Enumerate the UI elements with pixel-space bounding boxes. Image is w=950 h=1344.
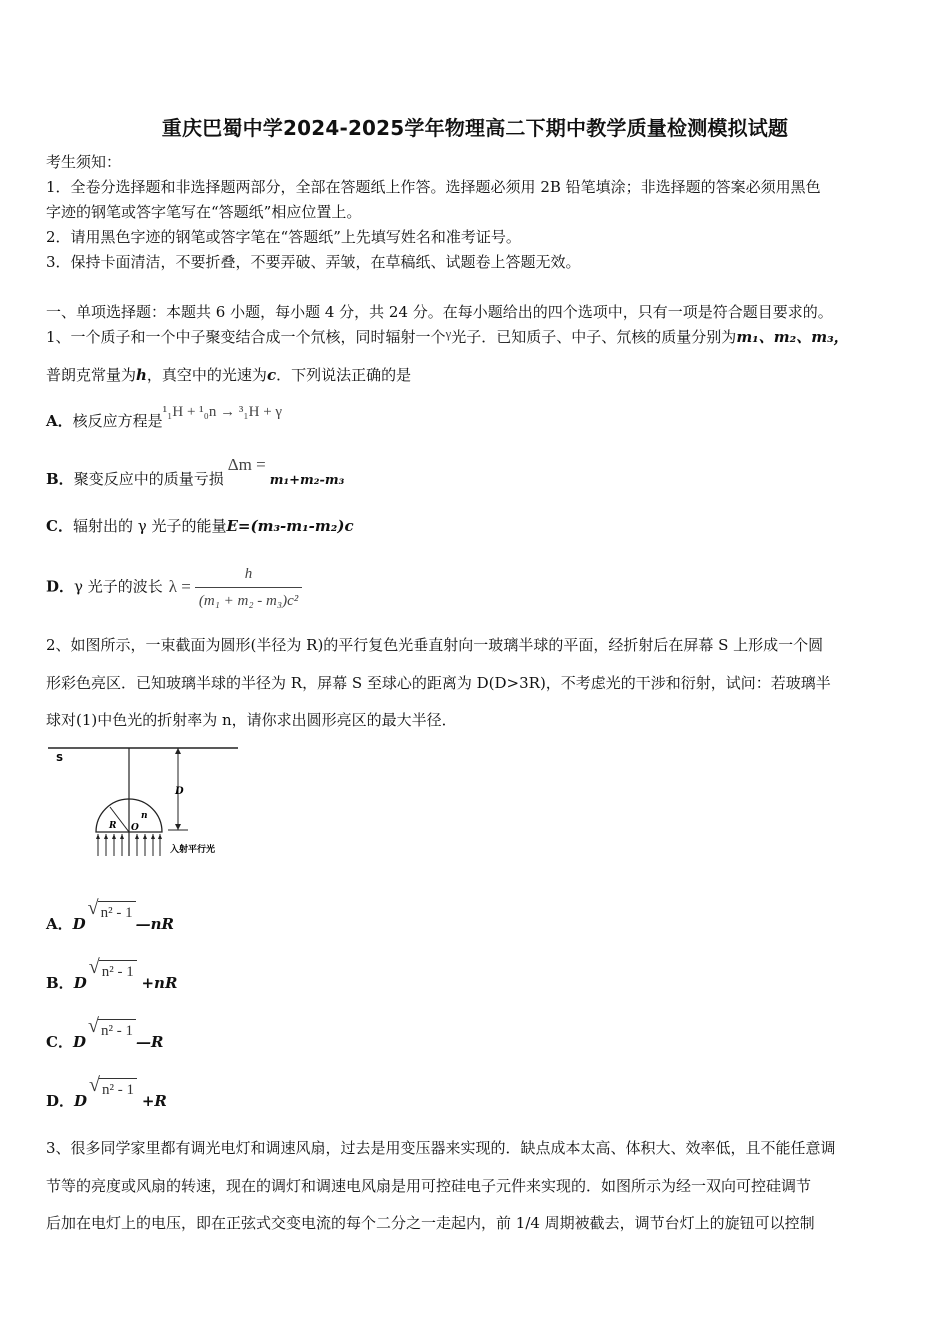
sqrt-radicand: n² - 1 — [98, 1019, 136, 1042]
notice-item-2: 2．请用黑色字迹的钢笔或答字笔在“答题纸”上先填写姓名和准考证号。 — [46, 228, 521, 246]
option-prefix: D — [74, 1092, 88, 1110]
screen-label: S — [56, 753, 64, 764]
fraction-numerator: h — [195, 563, 302, 588]
wavelength-symbol: λ = — [168, 576, 191, 596]
option-prefix: D — [73, 974, 87, 992]
q1-option-d[interactable] — [46, 563, 302, 612]
q2-stem-line-3: 球对(1)中色光的折射率为 n，请你求出圆形亮区的最大半径． — [46, 711, 457, 729]
sqrt-radicand: n² - 1 — [99, 960, 137, 983]
sqrt-term: √ n² - 1 — [88, 901, 136, 924]
q3-stem-line-2: 节等的亮度或风扇的转速，现在的调灯和调速电风扇是用可控硅电子元件来实现的．如图所示为经一双向可控硅调节 — [46, 1177, 812, 1195]
notice-heading: 考生须知： — [46, 153, 122, 171]
q1-stem-line-2 — [46, 364, 411, 386]
q2-option-a[interactable] — [46, 897, 175, 936]
q1-option-a[interactable] — [46, 404, 283, 433]
notice-item-1-line-1: 1．全卷分选择题和非选择题两部分，全部在答题纸上作答。选择题必须用 2B 铅笔填涂；非选择题的答案必须用黑色 — [46, 178, 821, 196]
radius-label: R — [109, 821, 117, 831]
q1-masses: m₁、m₂、m₃， — [736, 328, 849, 346]
option-label: C． — [46, 1033, 73, 1051]
q1-gamma-symbol: γ — [445, 326, 452, 341]
option-text: 辐射出的 γ 光子的能量 — [72, 517, 227, 535]
q1-planck-symbol: h — [136, 366, 147, 384]
option-label: B． — [46, 974, 74, 992]
option-suffix: —R — [135, 1033, 164, 1051]
q3-stem-line-1: 3、很多同学家里都有调光电灯和调速风扇，过去是用变压器来实现的．缺点成本太高、体积大、效率低，且不能任意调 — [46, 1139, 836, 1157]
wavelength-fraction — [195, 563, 302, 612]
sqrt-radicand: n² - 1 — [99, 1078, 137, 1101]
q1-text-a: 1、一个质子和一个中子聚变结合成一个氘核，同时辐射一个 — [46, 328, 446, 346]
option-label: D． — [46, 1092, 75, 1110]
q3-stem-line-3: 后加在电灯上的电压，即在正弦式交变电流的每个二分之一走起内，前 1/4 周期被截去，调节台灯上的旋钮可以控制 — [46, 1214, 815, 1232]
mass-defect-symbol: Δm = — [227, 455, 266, 474]
incident-light-caption: 入射平行光 — [170, 845, 216, 855]
sqrt-term: √ n² - 1 — [89, 1078, 137, 1101]
section-heading: 一、单项选择题：本题共 6 小题，每小题 4 分，共 24 分。在每小题给出的四个选项中，只有一项是符合题目要求的。 — [46, 303, 833, 321]
arrow-head-top — [175, 748, 181, 754]
option-label: B． — [46, 470, 74, 488]
page-title: 重庆巴蜀中学2024-2025学年物理高二下期中教学质量检测模拟试题 — [161, 116, 789, 140]
q1-text-c: 普朗克常量为 — [46, 366, 137, 384]
option-label: C． — [46, 517, 73, 535]
q2-stem-line-1: 2、如图所示，一束截面为圆形(半径为 R)的平行复色光垂直射向一玻璃半球的平面，经折射后在屏幕 S 上形成一个圆 — [46, 636, 824, 654]
option-suffix: —nR — [135, 915, 175, 933]
q2-option-c[interactable] — [46, 1015, 164, 1054]
option-text: 聚变反应中的质量亏损 — [73, 470, 224, 488]
photon-energy-expr: E=(m₃-m₁-m₂)c — [226, 517, 354, 535]
q2-option-d[interactable] — [46, 1074, 167, 1113]
option-label: D． — [46, 577, 75, 596]
option-label: A． — [46, 915, 73, 933]
option-prefix: D — [72, 915, 86, 933]
nuclear-equation: ¹₁H + ¹₀n → ³₁H + γ — [162, 404, 283, 420]
option-prefix: D — [72, 1033, 86, 1051]
arrow-head-bottom — [175, 824, 181, 830]
sqrt-radicand: n² - 1 — [98, 901, 136, 924]
q1-option-b[interactable] — [46, 455, 345, 492]
option-text: 核反应方程是 — [72, 412, 163, 430]
notice-item-3: 3．保持卡面清洁，不要折叠，不要弄破、弄皱，在草稿纸、试题卷上答题无效。 — [46, 253, 581, 271]
option-suffix: +nR — [141, 974, 178, 992]
q1-option-c[interactable] — [46, 515, 354, 537]
q2-stem-line-2: 形彩色亮区．已知玻璃半球的半径为 R，屏幕 S 至球心的距离为 D(D>3R)，不考虑光的干涉和衍射，试问：若玻璃半 — [46, 674, 831, 692]
option-label: A． — [46, 412, 73, 430]
q1-text-d: ，真空中的光速为 — [146, 366, 267, 384]
option-text: γ 光子的波长 — [74, 577, 163, 596]
index-label: n — [141, 811, 148, 821]
hemisphere-diagram — [48, 744, 238, 864]
mass-defect-expr: m₁+m₂-m₃ — [269, 473, 345, 488]
q1-stem-line-1 — [46, 326, 849, 349]
sqrt-term: √ n² - 1 — [88, 1019, 136, 1042]
distance-label: D — [175, 786, 184, 797]
option-suffix: +R — [141, 1092, 167, 1110]
q1-text-b: 光子．已知质子、中子、氘核的质量分别为 — [451, 328, 737, 346]
q1-light-speed-symbol: c — [266, 366, 277, 384]
center-label: O — [131, 823, 139, 833]
q2-option-b[interactable] — [46, 956, 178, 995]
notice-item-1-line-2: 字迹的钢笔或答字笔写在“答题纸”相应位置上。 — [46, 203, 362, 221]
q1-text-e: ．下列说法正确的是 — [276, 366, 412, 384]
sqrt-term: √ n² - 1 — [89, 960, 137, 983]
fraction-denominator: (m₁ + m₂ - m₃)c² — [198, 593, 299, 609]
